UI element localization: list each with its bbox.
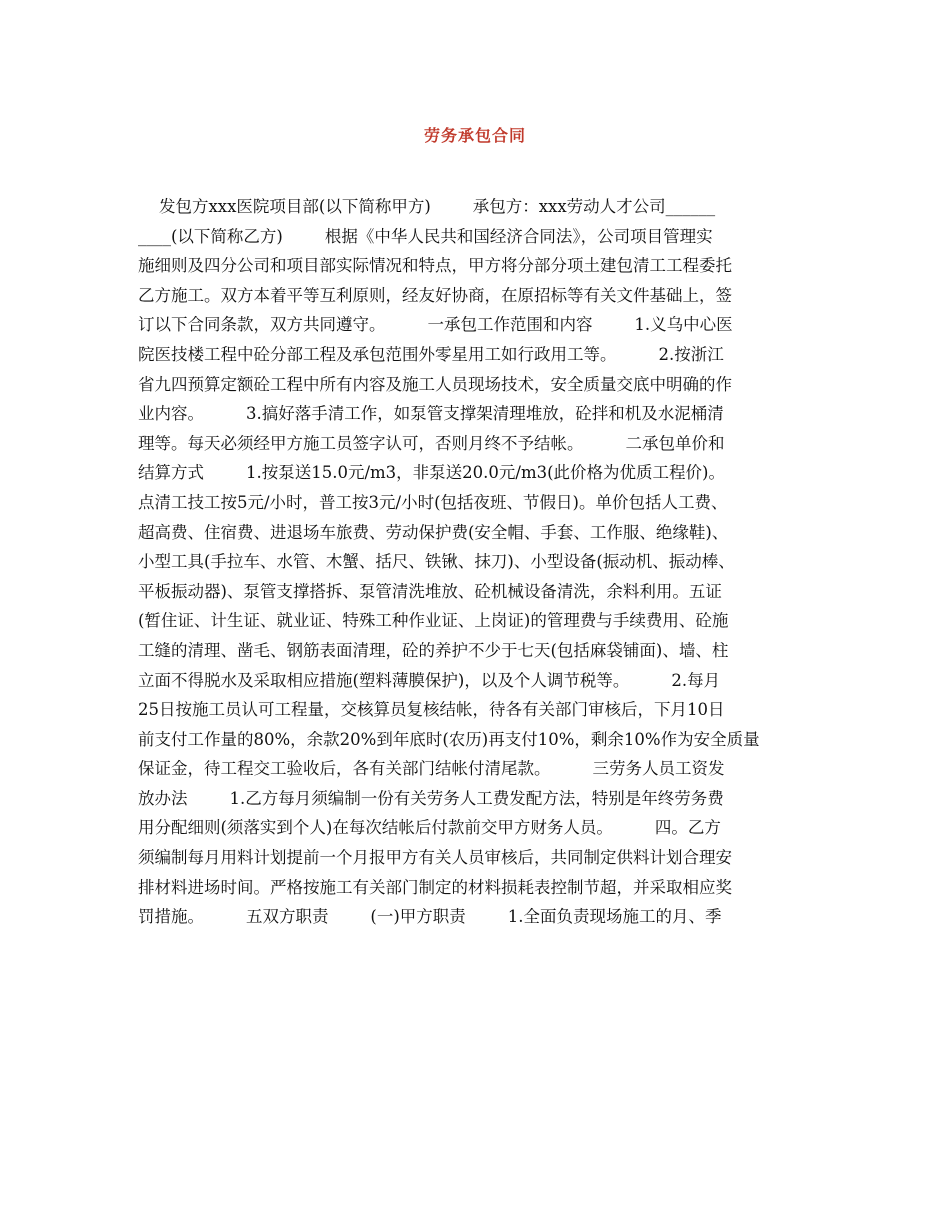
contract-body <box>138 192 816 932</box>
body-line: 理等。每天必须经甲方施工员签字认可，否则月终不予结帐。 二承包单价和 <box>138 433 725 453</box>
body-line: 超高费、住宿费、进退场车旅费、劳动保护费(安全帽、手套、工作服、绝缘鞋)、 <box>138 522 729 542</box>
body-line: 点清工技工按5元/小时，普工按3元/小时(包括夜班、节假日)。单价包括人工费、 <box>138 492 728 512</box>
body-line: 保证金，待工程交工验收后，各有关部门结帐付清尾款。 三劳务人员工资发 <box>138 759 725 779</box>
body-line: 施细则及四分公司和项目部实际情况和特点，甲方将分部分项土建包清工工程委托 <box>138 256 732 276</box>
body-line: 院医技楼工程中砼分部工程及承包范围外零星用工如行政用工等。 2.按浙江 <box>138 344 724 364</box>
body-line: 排材料进场时间。严格按施工有关部门制定的材料损耗表控制节超，并采取相应奖 <box>138 877 732 897</box>
body-line: 发包方xxx医院项目部(以下简称甲方) 承包方：xxx劳动人才公司______ <box>138 197 716 216</box>
body-line: 须编制每月用料计划提前一个月报甲方有关人员审核后，共同制定供料计划合理安 <box>138 848 732 868</box>
body-line: 25日按施工员认可工程量，交核算员复核结帐，待各有关部门审核后，下月10日 <box>138 700 725 720</box>
body-line: 放办法 1.乙方每月须编制一份有关劳务人工费发配方法，特别是年终劳务费 <box>138 788 724 808</box>
body-line: 用分配细则(须落实到个人)在每次结帐后付款前交甲方财务人员。 四。乙方 <box>138 818 721 838</box>
body-line: 省九四预算定额砼工程中所有内容及施工人员现场技术，安全质量交底中明确的作 <box>138 374 732 394</box>
body-line: 平板振动器)、泵管支撑搭拆、泵管清洗堆放、砼机械设备清洗，余料利用。五证 <box>138 581 722 601</box>
body-line: 立面不得脱水及采取相应措施(塑料薄膜保护)，以及个人调节税等。 2.每月 <box>138 670 721 690</box>
body-line: (暂住证、计生证、就业证、特殊工种作业证、上岗证)的管理费与手续费用、砼施 <box>138 611 729 631</box>
body-line: 乙方施工。双方本着平等互利原则，经友好协商，在原招标等有关文件基础上，签 <box>138 285 732 305</box>
body-line: 前支付工作量的80%，余款20%到年底时(农历)再支付10%，剩余10%作为安全质量 <box>138 729 760 749</box>
body-line: 工缝的清理、凿毛、钢筋表面清理，砼的养护不少于七天(包括麻袋铺面)、墙、柱 <box>138 640 729 660</box>
body-line: 业内容。 3.搞好落手清工作，如泵管支撑架清理堆放，砼拌和机及水泥桶清 <box>138 404 724 424</box>
body-line: ____(以下简称乙方) 根据《中华人民共和国经济合同法》，公司项目管理实 <box>138 226 713 246</box>
document-title: 劳务承包合同 <box>423 126 526 145</box>
body-line: 订以下合同条款，双方共同遵守。 一承包工作范围和内容 1.义乌中心医 <box>138 315 733 335</box>
body-line: 罚措施。 五双方职责 (一)甲方职责 1.全面负责现场施工的月、季 <box>138 907 722 927</box>
body-line: 结算方式 1.按泵送15.0元/m3，非泵送20.0元/m3(此价格为优质工程价)。 <box>138 463 725 483</box>
body-line: 小型工具(手拉车、水管、木蟹、括尺、铁锹、抹刀)、小型设备(振动机、振动棒、 <box>138 552 735 572</box>
